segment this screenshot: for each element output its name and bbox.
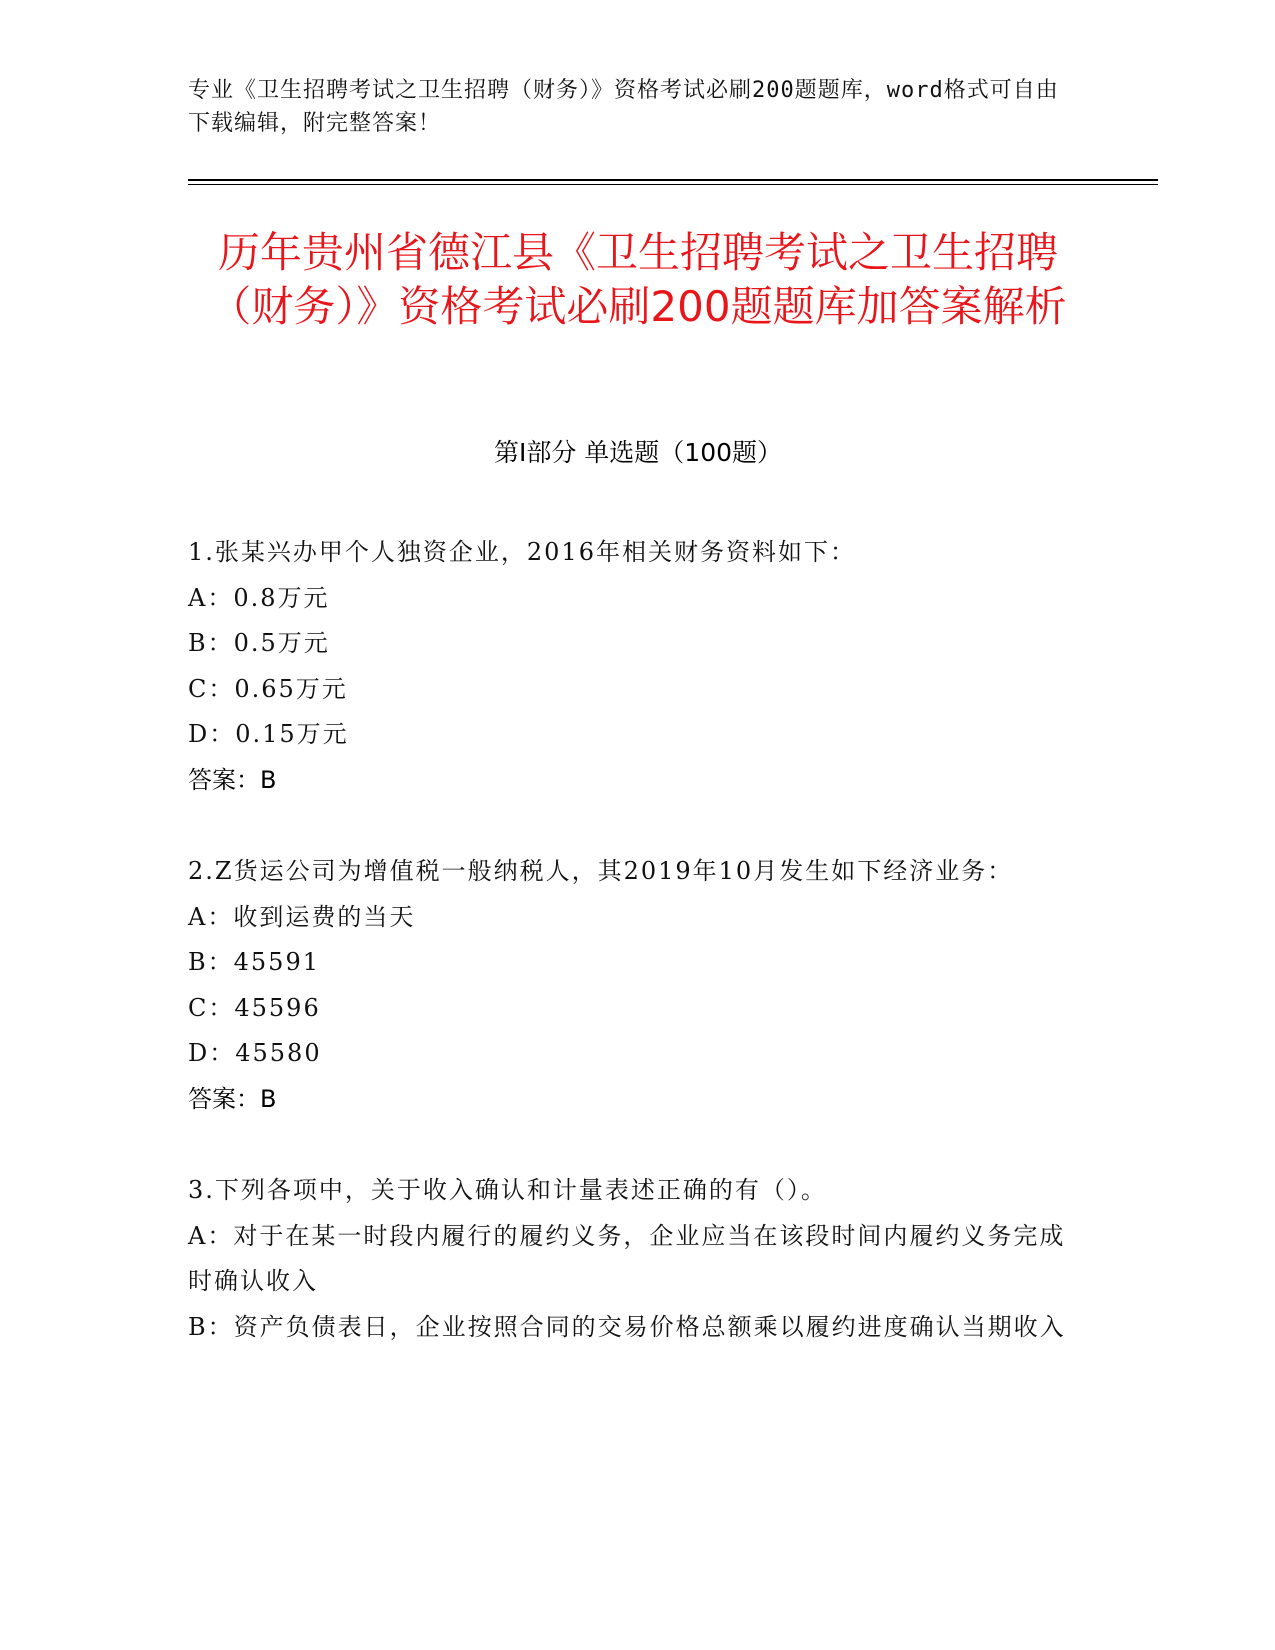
- question-stem: 1.张某兴办甲个人独资企业，2016年相关财务资料如下：: [188, 538, 856, 566]
- header-divider-thick: [188, 179, 1158, 181]
- question-3: [188, 1168, 1088, 1350]
- option-a: A：对于在某一时段内履行的履约义务，企业应当在该段时间内履约义务完成时确认收入: [188, 1221, 1066, 1295]
- question-stem: 3.下列各项中，关于收入确认和计量表述正确的有（）。: [188, 1176, 827, 1204]
- document-title: 历年贵州省德江县《卫生招聘考试之卫生招聘（财务）》资格考试必刷200题题库加答案解析: [209, 228, 1067, 331]
- section-title: 第I部分 单选题（100题）: [493, 438, 783, 467]
- question-1: [188, 530, 1088, 803]
- option-d: D：0.15万元: [188, 720, 349, 748]
- header-divider-thin: [188, 184, 1158, 185]
- option-b: B：45591: [188, 948, 320, 976]
- question-list: [188, 530, 1088, 1396]
- answer-label: 答案：B: [188, 765, 277, 794]
- option-c: C：0.65万元: [188, 674, 348, 703]
- option-d: D：45580: [188, 1039, 322, 1067]
- option-b: B：0.5万元: [188, 629, 330, 657]
- question-2: [188, 849, 1088, 1122]
- option-b: B：资产负债表日，企业按照合同的交易价格总额乘以履约进度确认当期收入: [188, 1312, 1066, 1341]
- answer-label: 答案：B: [188, 1084, 277, 1113]
- option-a: A：收到运费的当天: [188, 902, 416, 931]
- header-note: 专业《卫生招聘考试之卫生招聘（财务）》资格考试必刷200题题库，word格式可自由下载编辑，附完整答案！: [188, 78, 1059, 136]
- option-a: A：0.8万元: [188, 583, 330, 612]
- question-stem: 2.Z货运公司为增值税一般纳税人，其2019年10月发生如下经济业务：: [188, 857, 1014, 885]
- option-c: C：45596: [188, 993, 321, 1022]
